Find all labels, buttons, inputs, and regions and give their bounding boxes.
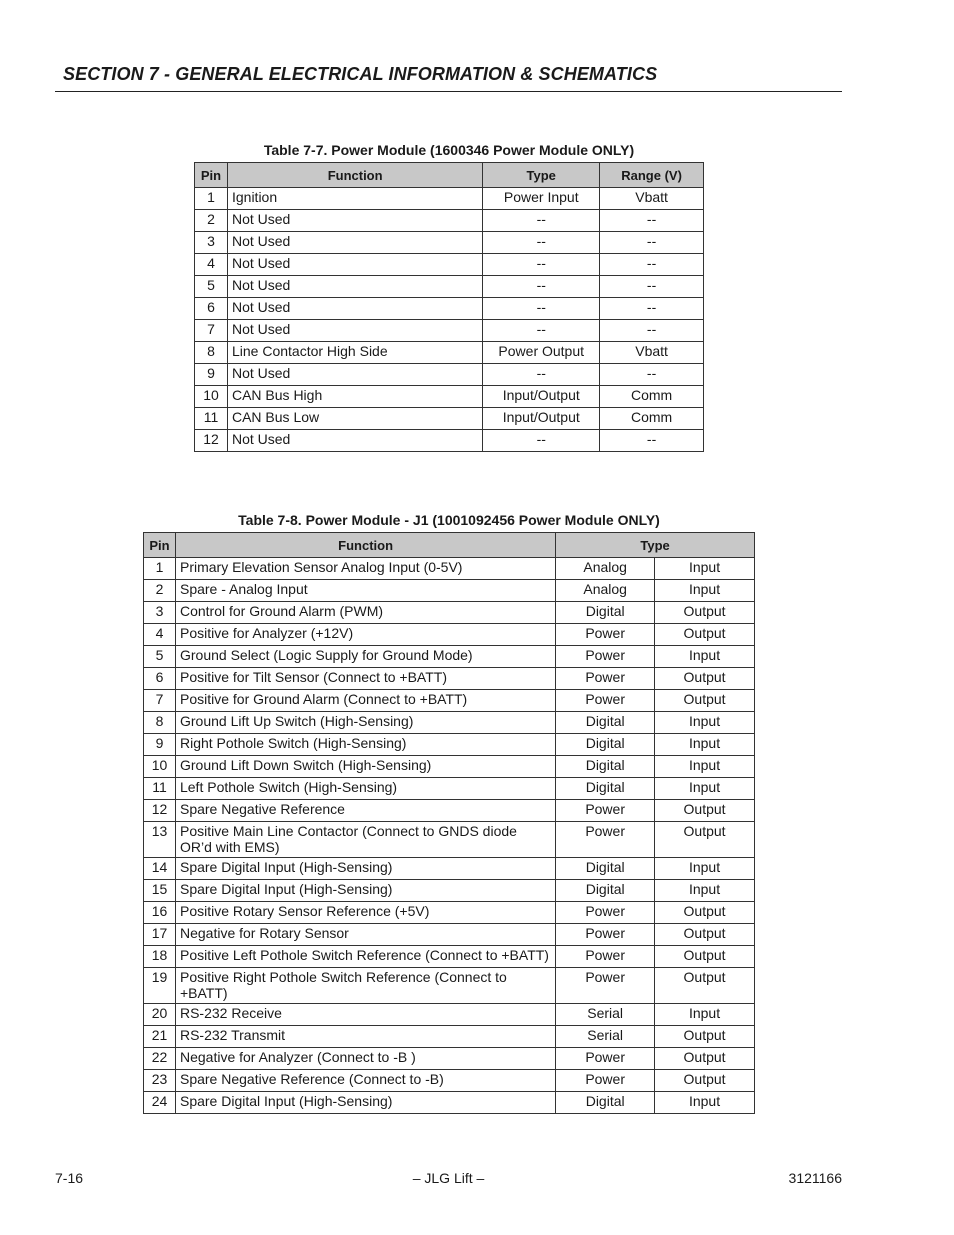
table-cell: Ground Select (Logic Supply for Ground Mode) — [175, 646, 555, 668]
table-cell: 13 — [144, 822, 176, 858]
table-cell: -- — [483, 320, 600, 342]
table-cell: -- — [483, 232, 600, 254]
table-cell: Not Used — [227, 210, 482, 232]
table-cell: Not Used — [227, 364, 482, 386]
table-cell: Input — [655, 734, 755, 756]
table1-header-row — [195, 163, 704, 188]
table-cell: Left Pothole Switch (High-Sensing) — [175, 778, 555, 800]
table-row — [144, 1048, 755, 1070]
table2-col-type: Type — [556, 533, 755, 558]
doc-number: 3121166 — [788, 1170, 842, 1186]
table-cell: 22 — [144, 1048, 176, 1070]
table-cell: 1 — [144, 558, 176, 580]
section-title: SECTION 7 - GENERAL ELECTRICAL INFORMATION & SCHEMATICS — [63, 64, 658, 84]
table-row — [195, 210, 704, 232]
table-cell: 17 — [144, 924, 176, 946]
table-cell: -- — [483, 364, 600, 386]
table-cell: Vbatt — [600, 188, 704, 210]
table-row — [144, 712, 755, 734]
table-cell: Positive for Tilt Sensor (Connect to +BATT) — [175, 668, 555, 690]
table-row — [144, 1070, 755, 1092]
table-row — [195, 320, 704, 342]
table-cell: Power — [556, 624, 655, 646]
table-cell: Input — [655, 646, 755, 668]
table-cell: Vbatt — [600, 342, 704, 364]
table-cell: 16 — [144, 902, 176, 924]
table-row — [144, 624, 755, 646]
table-cell: 10 — [144, 756, 176, 778]
table-row — [144, 1004, 755, 1026]
table-cell: -- — [600, 298, 704, 320]
table-cell: Not Used — [227, 430, 482, 452]
table-row — [144, 646, 755, 668]
table-cell: Power Output — [483, 342, 600, 364]
table-row — [144, 602, 755, 624]
table-row — [195, 364, 704, 386]
table-row — [144, 580, 755, 602]
table-cell: Output — [655, 1048, 755, 1070]
table-cell: Output — [655, 1026, 755, 1048]
header-rule — [55, 91, 842, 92]
table-cell: Input — [655, 1004, 755, 1026]
table2-col-pin: Pin — [144, 533, 176, 558]
table-cell: Digital — [556, 602, 655, 624]
table-cell: Right Pothole Switch (High-Sensing) — [175, 734, 555, 756]
table-row — [144, 902, 755, 924]
table-cell: Digital — [556, 756, 655, 778]
table-cell: Negative for Analyzer (Connect to -B ) — [175, 1048, 555, 1070]
table-row — [195, 342, 704, 364]
page-number: 7-16 — [55, 1170, 84, 1186]
table-cell: Output — [655, 822, 755, 858]
table-cell: Power — [556, 946, 655, 968]
table-cell: Input — [655, 880, 755, 902]
table-cell: CAN Bus High — [227, 386, 482, 408]
table-cell: Digital — [556, 712, 655, 734]
table-cell: Output — [655, 1070, 755, 1092]
table-cell: -- — [483, 210, 600, 232]
table-cell: 23 — [144, 1070, 176, 1092]
table-cell: 2 — [144, 580, 176, 602]
table1-col-type: Type — [483, 163, 600, 188]
table-cell: -- — [600, 364, 704, 386]
table-cell: Not Used — [227, 232, 482, 254]
table-cell: CAN Bus Low — [227, 408, 482, 430]
table-cell: Positive Rotary Sensor Reference (+5V) — [175, 902, 555, 924]
table-cell: Input — [655, 558, 755, 580]
table-cell: Power — [556, 690, 655, 712]
table-cell: 24 — [144, 1092, 176, 1114]
table-cell: 20 — [144, 1004, 176, 1026]
table-row — [195, 254, 704, 276]
table-cell: Power — [556, 800, 655, 822]
table-cell: RS-232 Transmit — [175, 1026, 555, 1048]
table-cell: Input/Output — [483, 408, 600, 430]
table-cell: Spare - Analog Input — [175, 580, 555, 602]
table-cell: Positive Main Line Contactor (Connect to GNDS diode OR’d with EMS) — [175, 822, 555, 858]
table-cell: Output — [655, 602, 755, 624]
table-cell: Power — [556, 902, 655, 924]
table-cell: Analog — [556, 558, 655, 580]
table-row — [144, 946, 755, 968]
table-cell: 2 — [195, 210, 228, 232]
table-cell: Spare Digital Input (High-Sensing) — [175, 880, 555, 902]
table1-col-pin: Pin — [195, 163, 228, 188]
table-cell: Power — [556, 1048, 655, 1070]
table-cell: Positive Left Pothole Switch Reference (Connect to +BATT) — [175, 946, 555, 968]
table-cell: 21 — [144, 1026, 176, 1048]
table-row — [144, 668, 755, 690]
table-row — [144, 756, 755, 778]
table-cell: Spare Digital Input (High-Sensing) — [175, 858, 555, 880]
table-cell: -- — [600, 320, 704, 342]
table-cell: 1 — [195, 188, 228, 210]
table-cell: 3 — [144, 602, 176, 624]
table-cell: -- — [600, 210, 704, 232]
table-cell: Input — [655, 756, 755, 778]
table-row — [144, 968, 755, 1004]
table-cell: Analog — [556, 580, 655, 602]
table-cell: 3 — [195, 232, 228, 254]
table-cell: 4 — [195, 254, 228, 276]
table-cell: 7 — [195, 320, 228, 342]
table-cell: Digital — [556, 734, 655, 756]
table-cell: Output — [655, 624, 755, 646]
table-cell: 15 — [144, 880, 176, 902]
table-cell: 6 — [195, 298, 228, 320]
table-cell: -- — [600, 254, 704, 276]
table-cell: 11 — [195, 408, 228, 430]
table-cell: Positive Right Pothole Switch Reference (Connect to +BATT) — [175, 968, 555, 1004]
table1-body — [195, 188, 704, 452]
table-cell: Input — [655, 778, 755, 800]
table-cell: Input — [655, 858, 755, 880]
table-cell: Output — [655, 690, 755, 712]
table-cell: Input — [655, 1092, 755, 1114]
table-cell: Primary Elevation Sensor Analog Input (0-5V) — [175, 558, 555, 580]
table-cell: RS-232 Receive — [175, 1004, 555, 1026]
table-row — [195, 232, 704, 254]
table-cell: Power — [556, 668, 655, 690]
table-cell: Input — [655, 580, 755, 602]
table-row — [195, 188, 704, 210]
table-cell: Not Used — [227, 276, 482, 298]
table-row — [144, 734, 755, 756]
table-row — [144, 800, 755, 822]
table-cell: -- — [483, 276, 600, 298]
table-cell: 5 — [195, 276, 228, 298]
table-cell: Ground Lift Down Switch (High-Sensing) — [175, 756, 555, 778]
table-cell: Power Input — [483, 188, 600, 210]
table-row — [195, 386, 704, 408]
table-cell: Output — [655, 946, 755, 968]
table-cell: -- — [483, 254, 600, 276]
table-cell: Spare Negative Reference (Connect to -B) — [175, 1070, 555, 1092]
table-cell: Power — [556, 924, 655, 946]
table-cell: Ground Lift Up Switch (High-Sensing) — [175, 712, 555, 734]
table-row — [195, 298, 704, 320]
table-cell: Not Used — [227, 320, 482, 342]
table-cell: 7 — [144, 690, 176, 712]
table-cell: -- — [483, 430, 600, 452]
table-row — [144, 690, 755, 712]
table-row — [144, 558, 755, 580]
table-cell: Digital — [556, 858, 655, 880]
table-row — [144, 822, 755, 858]
table-cell: Comm — [600, 408, 704, 430]
table-cell: Ignition — [227, 188, 482, 210]
table-cell: Output — [655, 924, 755, 946]
table-cell: Negative for Rotary Sensor — [175, 924, 555, 946]
table-cell: Input/Output — [483, 386, 600, 408]
table-cell: 18 — [144, 946, 176, 968]
table-cell: 11 — [144, 778, 176, 800]
table-cell: Line Contactor High Side — [227, 342, 482, 364]
table-cell: 10 — [195, 386, 228, 408]
table-cell: Digital — [556, 880, 655, 902]
table-cell: 9 — [144, 734, 176, 756]
table-cell: Power — [556, 646, 655, 668]
table1-col-range: Range (V) — [600, 163, 704, 188]
table-cell: 12 — [195, 430, 228, 452]
table-cell: 14 — [144, 858, 176, 880]
table-cell: 8 — [195, 342, 228, 364]
table1-col-function: Function — [227, 163, 482, 188]
table2-body — [144, 558, 755, 1114]
table-cell: Power — [556, 968, 655, 1004]
table2-caption: Table 7-8. Power Module - J1 (1001092456 Power Module ONLY) — [238, 512, 660, 528]
table-row — [144, 880, 755, 902]
table-cell: Spare Negative Reference — [175, 800, 555, 822]
table-cell: 19 — [144, 968, 176, 1004]
table-cell: -- — [600, 232, 704, 254]
table-cell: Power — [556, 822, 655, 858]
table2-col-function: Function — [175, 533, 555, 558]
table-cell: -- — [600, 430, 704, 452]
table-cell: Output — [655, 968, 755, 1004]
table-cell: 8 — [144, 712, 176, 734]
table-cell: Comm — [600, 386, 704, 408]
table-cell: Control for Ground Alarm (PWM) — [175, 602, 555, 624]
table-cell: 5 — [144, 646, 176, 668]
table-cell: Output — [655, 902, 755, 924]
table-cell: Not Used — [227, 254, 482, 276]
table-cell: Not Used — [227, 298, 482, 320]
table-row — [144, 924, 755, 946]
table-cell: 4 — [144, 624, 176, 646]
table-cell: Serial — [556, 1004, 655, 1026]
table-cell: Serial — [556, 1026, 655, 1048]
table-cell: Positive for Analyzer (+12V) — [175, 624, 555, 646]
table-cell: Spare Digital Input (High-Sensing) — [175, 1092, 555, 1114]
table-row — [144, 858, 755, 880]
table-cell: -- — [600, 276, 704, 298]
table-row — [144, 778, 755, 800]
table-cell: 6 — [144, 668, 176, 690]
table-row — [195, 408, 704, 430]
table-cell: -- — [483, 298, 600, 320]
table-cell: Output — [655, 800, 755, 822]
table2 — [143, 532, 755, 1114]
table-row — [144, 1092, 755, 1114]
table-row — [144, 1026, 755, 1048]
table1-caption: Table 7-7. Power Module (1600346 Power Module ONLY) — [263, 142, 635, 158]
table-cell: Digital — [556, 1092, 655, 1114]
table-row — [195, 430, 704, 452]
table-cell: Digital — [556, 778, 655, 800]
table-cell: Positive for Ground Alarm (Connect to +BATT) — [175, 690, 555, 712]
table2-header-row — [144, 533, 755, 558]
table-cell: Input — [655, 712, 755, 734]
table-cell: Output — [655, 668, 755, 690]
table-cell: 12 — [144, 800, 176, 822]
footer-center: – JLG Lift – — [412, 1170, 485, 1186]
table-row — [195, 276, 704, 298]
table1 — [194, 162, 704, 452]
table-cell: 9 — [195, 364, 228, 386]
table-cell: Power — [556, 1070, 655, 1092]
